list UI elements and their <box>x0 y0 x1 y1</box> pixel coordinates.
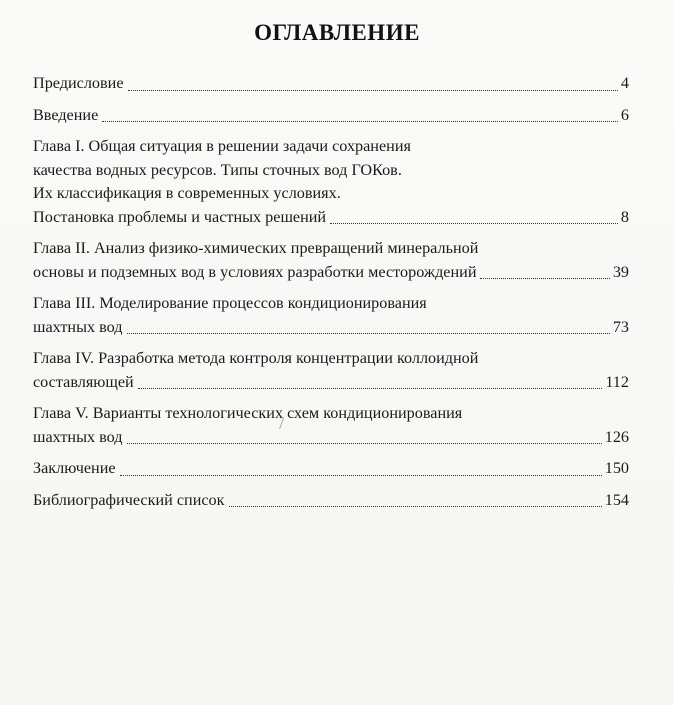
toc-entry-line: Глава IV. Разработка метода контроля концентрации коллоидной <box>33 349 479 367</box>
toc-entry-title: Библиографический список <box>33 490 225 509</box>
dot-leader <box>127 427 602 444</box>
dot-leader <box>128 73 618 90</box>
toc-entry-line: Глава V. Варианты технологических схем кондиционирования <box>33 404 463 422</box>
table-of-contents <box>33 72 629 520</box>
toc-page-number: 6 <box>620 105 629 124</box>
toc-entry-bibliography <box>33 489 629 513</box>
toc-entry-preface <box>33 72 629 96</box>
toc-entry-line: качества водных ресурсов. Типы сточных вод ГОКов. <box>33 160 402 179</box>
toc-entry-chapter-2 <box>33 237 629 284</box>
dot-leader <box>120 458 602 475</box>
toc-entry-line: Их классификация в современных условиях. <box>33 184 341 202</box>
toc-entry-line: Глава II. Анализ физико-химических превращений минеральной <box>33 239 479 257</box>
toc-entry-title: Постановка проблемы и частных решений <box>33 207 327 226</box>
dot-leader <box>330 207 618 224</box>
toc-entry-title: составляющей <box>33 372 134 391</box>
dot-leader <box>127 317 610 334</box>
dot-leader <box>229 490 602 507</box>
toc-entry-chapter-5 <box>33 402 629 449</box>
dot-leader <box>480 262 609 279</box>
toc-entry-chapter-1 <box>33 135 629 229</box>
toc-entry-line: Глава I. Общая ситуация в решении задачи сохранения <box>33 137 411 155</box>
toc-entry-line: Глава III. Моделирование процессов кондиционирования <box>33 294 427 312</box>
toc-page-number: 39 <box>612 262 629 281</box>
toc-page-number: 112 <box>605 372 629 391</box>
toc-page-number: 4 <box>620 74 629 92</box>
dot-leader <box>138 372 603 389</box>
dot-leader <box>102 105 618 122</box>
toc-entry-title: Предисловие <box>33 74 124 92</box>
toc-page-number: 150 <box>604 459 629 477</box>
toc-entry-chapter-4 <box>33 347 629 394</box>
toc-entry-introduction <box>33 104 629 128</box>
page-title: ОГЛАВЛЕНИЕ <box>254 20 420 45</box>
toc-entry-title: Заключение <box>33 459 116 477</box>
toc-page-number: 8 <box>620 207 629 226</box>
toc-page-number: 73 <box>612 317 629 336</box>
toc-entry-title: основы и подземных вод в условиях разработки месторождений <box>33 262 477 281</box>
toc-entry-title: Введение <box>33 105 99 124</box>
toc-entry-conclusion <box>33 457 629 481</box>
toc-entry-title: шахтных вод <box>33 427 123 446</box>
toc-entry-chapter-3 <box>33 292 629 339</box>
toc-page-number: 154 <box>604 490 629 509</box>
toc-page-number: 126 <box>604 427 629 446</box>
toc-entry-title: шахтных вод <box>33 317 123 336</box>
